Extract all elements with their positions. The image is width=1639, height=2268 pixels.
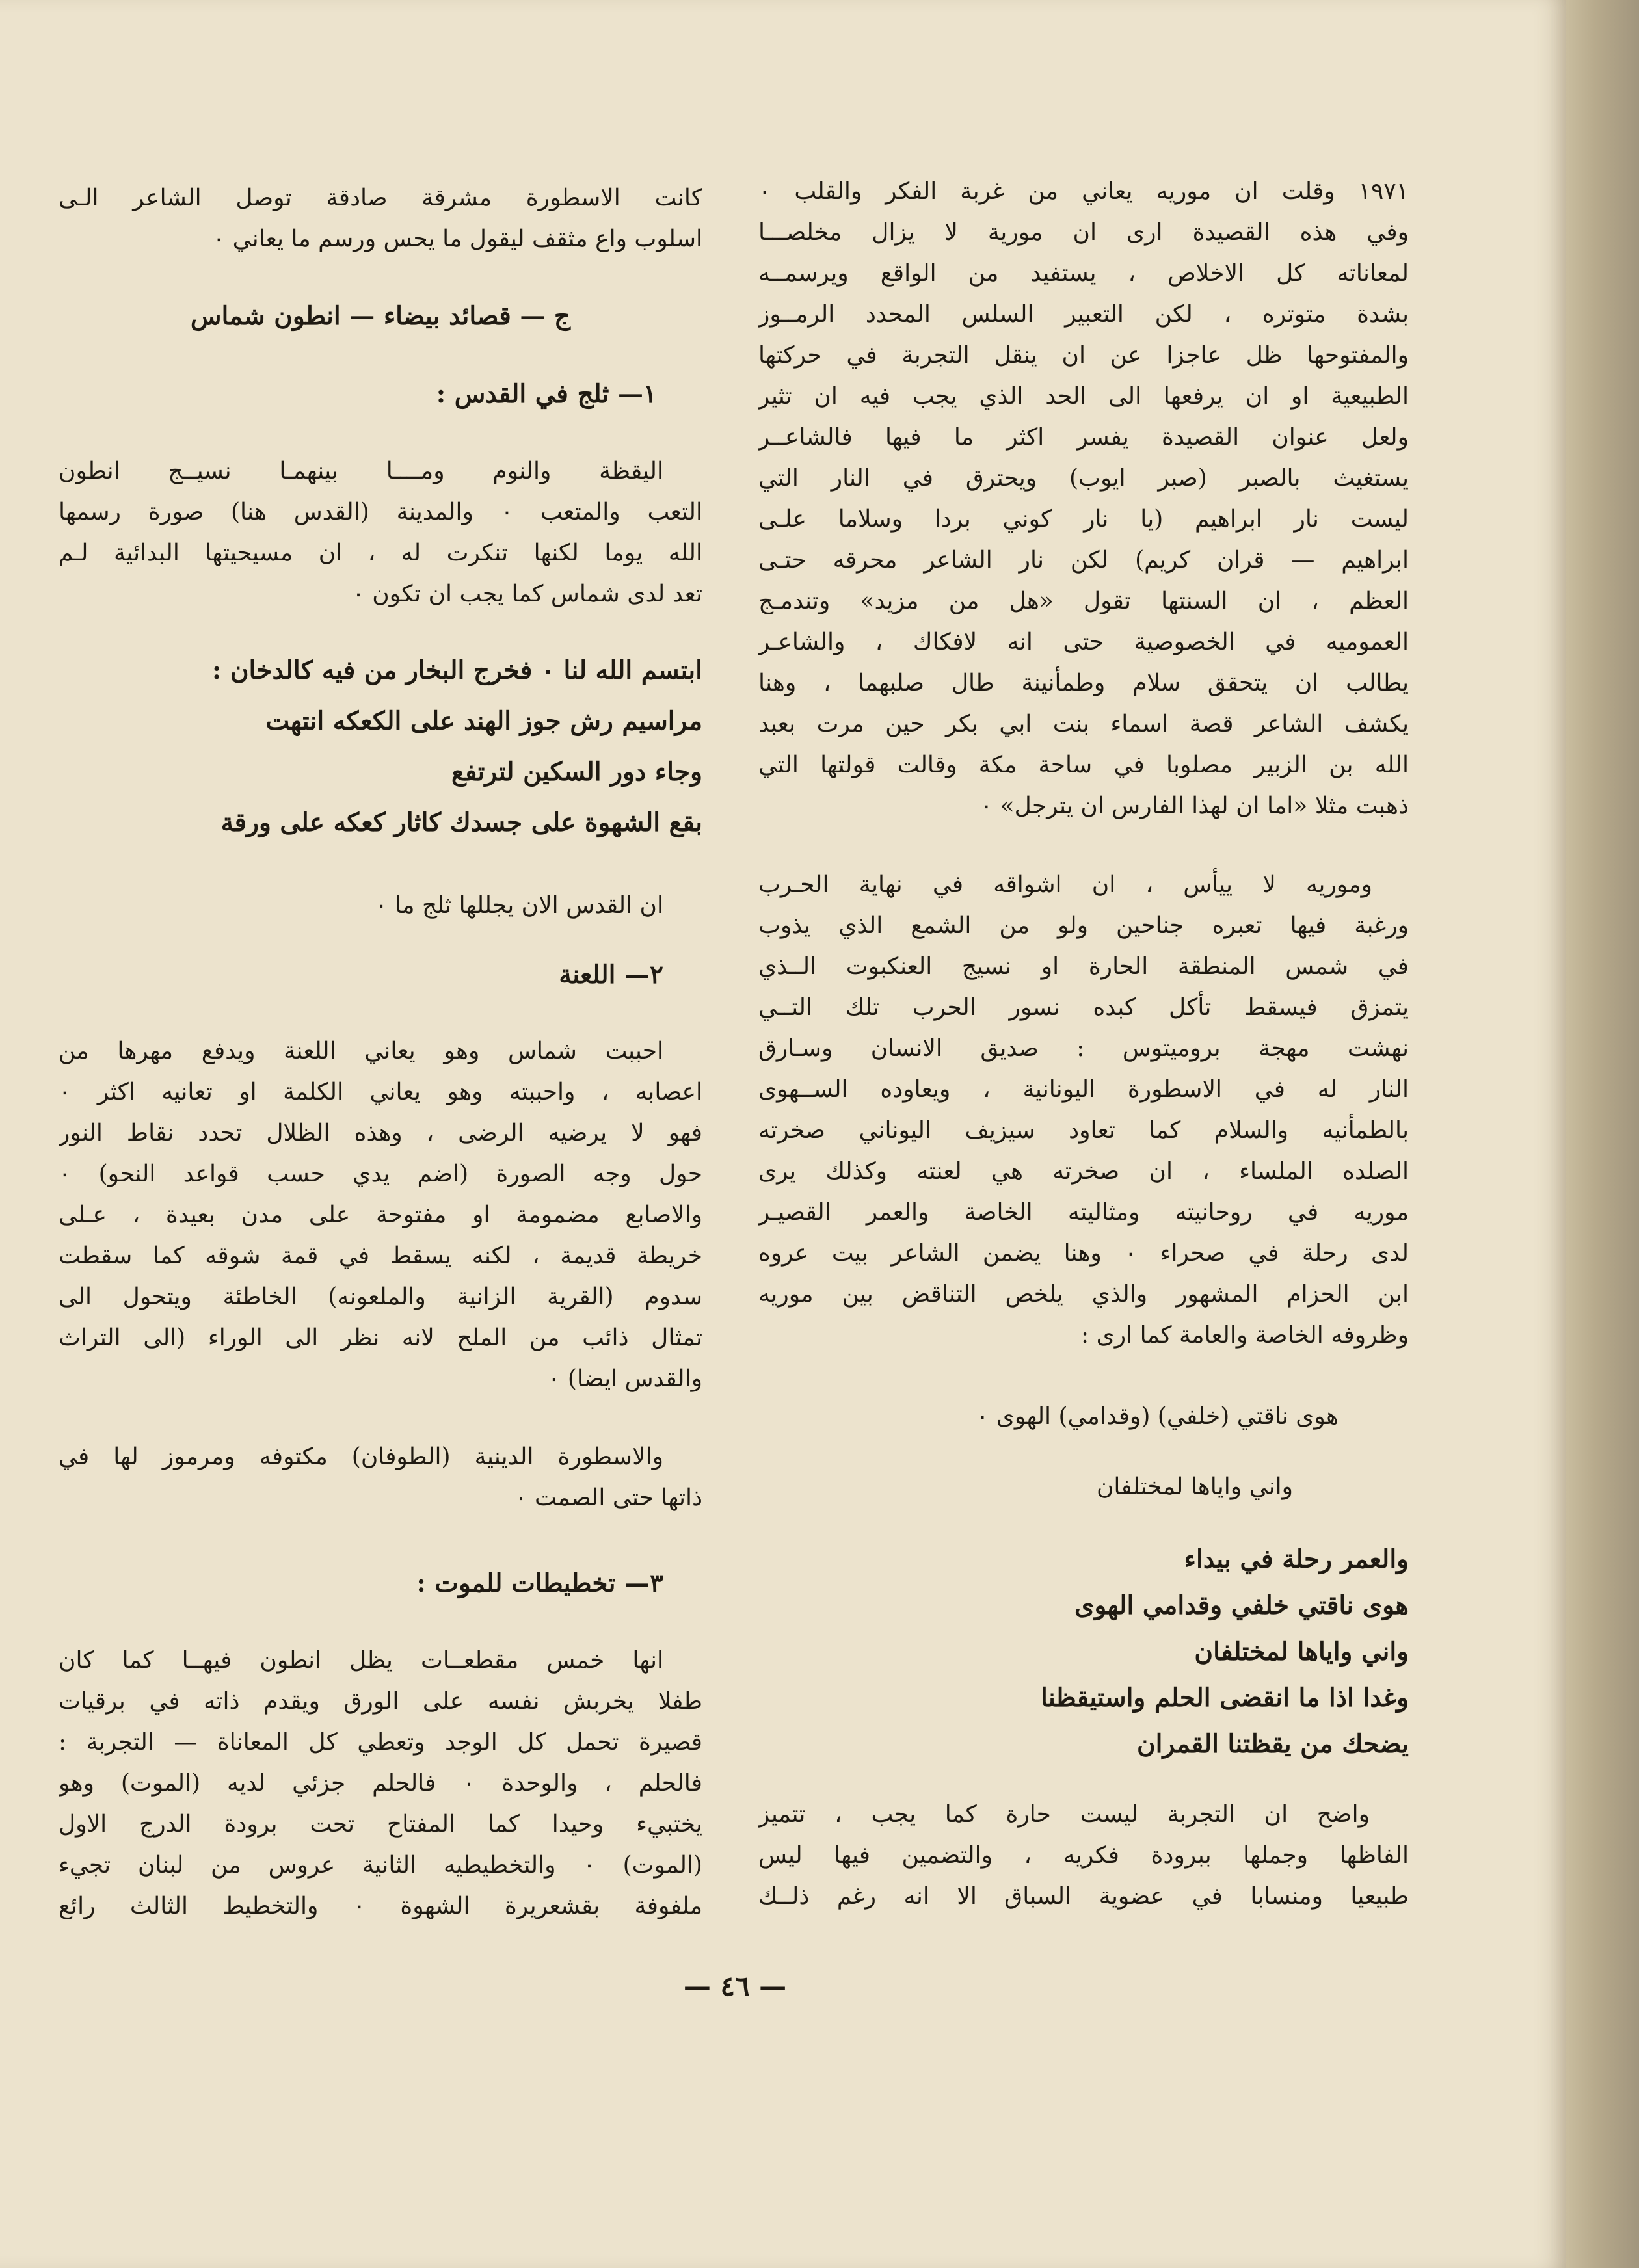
text-line: الله يوما لكنها تنكرت له ، ان مسيحيتها البدائية لـم [59, 540, 702, 566]
text-line: كانت الاسطورة مشرقة صادقة توصل الشاعر الـى [59, 185, 702, 211]
section-heading: ج — قصائد بيضاء — انطون شماس [190, 301, 571, 331]
text-line: ليست نار ابراهيم (يا نار كوني بردا وسلاما علـى [758, 506, 1409, 533]
text-line: ابراهيم — قران كريم) لكن نار الشاعر محرقه حتـى [758, 547, 1409, 574]
text-line: احببت شماس وهو يعاني اللعنة ويدفع مهرها من [59, 1038, 663, 1064]
text-line: ان القدس الان يجللها ثلج ما ٠ [375, 892, 663, 919]
text-line: الطبيعية او ان يرفعها الى الحد الذي يجب فيه ان تثير [758, 383, 1409, 410]
text-line: ورغبة فيها تعبره جناحين ولو من الشمع الذي يذوب [758, 912, 1409, 939]
text-line: ١٩٧١ وقلت ان موريه يعاني من غربة الفكر والقلب ٠ [758, 178, 1409, 205]
subsection-heading: ١— ثلج في القدس : [436, 379, 657, 409]
text-line: موريه في روحانيته ومثاليته الخاصة والعمر القصيـر [758, 1199, 1409, 1226]
text-line: بشدة متوتره ، لكن التعبير السلس المحدد الرمــوز [758, 301, 1409, 328]
text-line: بالطمأنيه والسلام كما تعاود سيزيف اليوناني صخرته [758, 1117, 1409, 1144]
text-line: طبيعيا ومنسابا في عضوية السباق الا انه رغم ذلــك [758, 1883, 1409, 1910]
page-edge [1566, 0, 1639, 2268]
text-line: ملفوفة بقشعريرة الشهوة ٠ والتخطيط الثالث رائع [59, 1893, 702, 1919]
text-line: ولعل عنوان القصيدة يفسر اكثر ما فيها فالشاعــر [758, 424, 1409, 451]
text-line: يكشف الشاعر قصة اسماء بنت ابي بكر حين مرت بعبد [758, 711, 1409, 737]
text-line: انها خمس مقطعــات يظل انطون فيهــا كما كان [59, 1647, 663, 1674]
text-line: تعد لدى شماس كما يجب ان تكون ٠ [352, 581, 702, 607]
text-line: والقدس ايضا) ٠ [548, 1365, 702, 1392]
text-line: قصيرة تحمل كل الوجد وتعطي كل المعاناة — التجربة : [59, 1729, 702, 1756]
text-line: تمثال ذائب من الملح لانه نظر الى الوراء (الى التراث [59, 1325, 702, 1351]
text-line: الفاظها وجملها ببرودة فكريه ، والتضمين فيها ليس [758, 1842, 1409, 1869]
text-line: التعب والمتعب ٠ والمدينة (القدس هنا) صورة رسمها [59, 499, 702, 525]
poem-line: هوى ناقتي خلفي وقدامي الهوى [1074, 1590, 1409, 1620]
text-line: فالحلم ، والوحدة ٠ فالحلم جزئي لديه (الموت) وهو [59, 1770, 702, 1797]
text-line: خريطة قديمة ، لكنه يسقط في قمة شوقه كما سقطت [59, 1243, 702, 1269]
text-line: والاسطورة الدينية (الطوفان) مكتوفه ومرموز لها في [59, 1444, 663, 1470]
text-line: واضح ان التجربة ليست حارة كما يجب ، تتميز [758, 1801, 1370, 1828]
poem-line: مراسيم رش جوز الهند على الكعكه انتهت [265, 706, 702, 736]
subsection-heading: ٣— تخطيطات للموت : [416, 1568, 663, 1598]
text-line: ابن الحزام المشهور والذي يلخص التناقض بين موريه [758, 1281, 1409, 1308]
text-line: سدوم (القرية الزانية والملعونه) الخاطئة ويتحول الى [59, 1284, 702, 1310]
subsection-heading: ٢— اللعنة [559, 960, 663, 990]
text-line: النار له في الاسطورة اليونانية ، ويعاوده الســهوى [758, 1076, 1409, 1103]
text-line: العموميه في الخصوصية حتى انه لافكاك ، والشاعـر [758, 629, 1409, 655]
text-line: ذهبت مثلا «اما ان لهذا الفارس ان يترجل» ٠ [979, 793, 1409, 819]
poem-line: واني واياها لمختلفان [1194, 1637, 1409, 1667]
text-line: اعصابه ، واحببته وهو يعاني الكلمة او تعانيه اكثر ٠ [59, 1079, 702, 1105]
poem-line: والعمر رحلة في بيداء [1184, 1544, 1409, 1574]
text-line: اسلوب واع مثقف ليقول ما يحس ورسم ما يعاني ٠ [212, 226, 702, 252]
text-line: الصلده الملساء ، ان صخرته هي لعنته وكذلك يرى [758, 1158, 1409, 1185]
poem-line: بقع الشهوة على جسدك كاثار كعكه على ورقة [220, 808, 702, 837]
text-line: ذاتها حتى الصمت ٠ [514, 1484, 702, 1511]
text-line: طفلا يخربش نفسه على الورق ويقدم ذاته في برقيات [59, 1688, 702, 1715]
text-line: في شمس المنطقة الحارة او نسيج العنكبوت الــذي [758, 953, 1409, 980]
text-line: وموريه لا ييأس ، ان اشواقه في نهاية الحـرب [758, 871, 1372, 898]
text-line: لدى رحلة في صحراء ٠ وهنا يضمن الشاعر بيت عروه [758, 1240, 1409, 1267]
text-line: لمعاناته كل الاخلاص ، يستفيد من الواقع ويرسمــه [758, 260, 1409, 287]
text-line: يختبيء وحيدا كما المفتاح تحت برودة الدرج الاول [59, 1811, 702, 1838]
page-number: — ٤٦ — [683, 1970, 787, 2002]
text-line: حول وجه الصورة (اضم يدي حسب قواعد النحو) ٠ [59, 1161, 702, 1187]
verse-line: واني واياها لمختلفان [1096, 1473, 1293, 1500]
text-line: يتمزق فيسقط تأكل كبده نسور الحرب تلك التــي [758, 994, 1409, 1021]
text-line: فهو لا يرضيه الرضى ، وهذه الظلال تحدد نقاط النور [59, 1120, 702, 1146]
text-line: والمفتوحها ظل عاجزا عن ان ينقل التجربة في حركتها [758, 342, 1409, 369]
poem-line: وجاء دور السكين لترتفع [451, 757, 702, 787]
text-line: نهشت مهجة بروميتوس : صديق الانسان وسـارق [758, 1035, 1409, 1062]
text-line: يستغيث بالصبر (صبر ايوب) ويحترق في النار التي [758, 465, 1409, 492]
poem-line: وغدا اذا ما انقضى الحلم واستيقظنا [1041, 1683, 1409, 1713]
text-line: يطالب ان يتحقق سلام وطمأنينة طال صلبهما ، وهنا [758, 670, 1409, 696]
text-line: العظم ، ان السنتها تقول «هل من مزيد» وتندمـج [758, 588, 1409, 614]
text-line: وظروفه الخاصة والعامة كما ارى : [1081, 1322, 1409, 1349]
poem-line: يضحك من يقظتنا القمران [1136, 1729, 1409, 1759]
text-line: وفي هذه القصيدة ارى ان مورية لا يزال مخلصـــا [758, 219, 1409, 246]
text-line: الله بن الزبير مصلوبا في ساحة مكة وقالت قولتها التي [758, 752, 1409, 778]
poem-line: ابتسم الله لنا ٠ فخرج البخار من فيه كالدخان : [211, 655, 702, 685]
text-line: اليقظة والنوم ومــــا بينهمـا نسيــج انطون [59, 458, 664, 484]
text-line: (الموت) ٠ والتخطيطيه الثانية عروس من لبنان تجيء [59, 1852, 702, 1879]
text-line: والاصابع مضمومة او مفتوحة على مدن بعيدة ، عـلى [59, 1202, 702, 1228]
verse-line: هوى ناقتي (خلفي) (وقدامي) الهوى ٠ [976, 1403, 1339, 1430]
